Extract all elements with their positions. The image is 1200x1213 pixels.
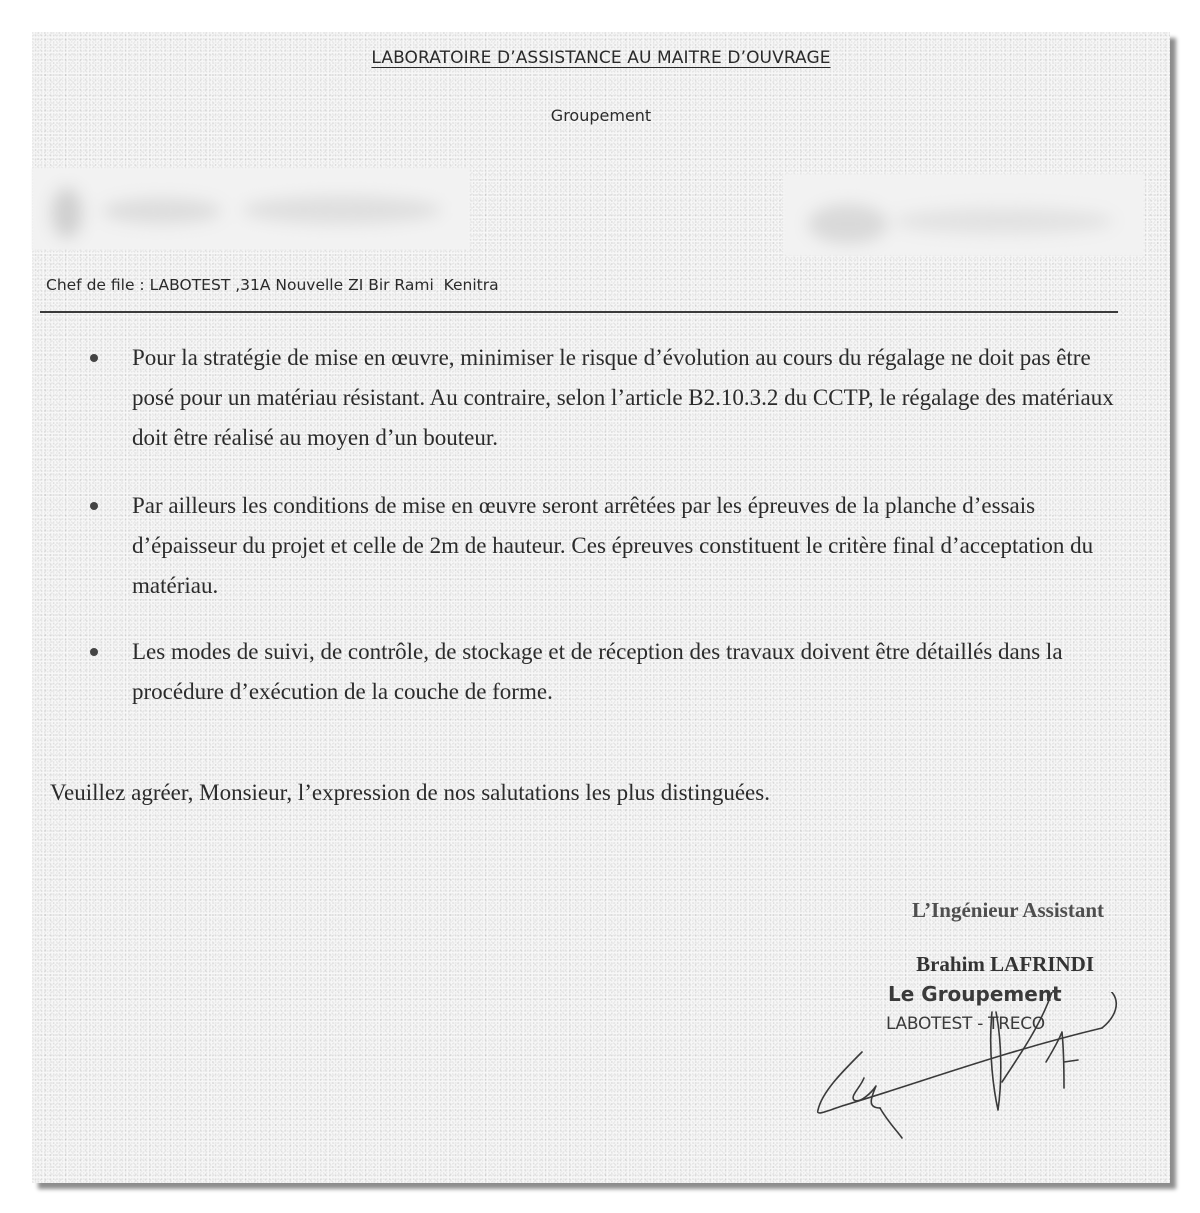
header-divider: [40, 311, 1118, 313]
bullet-item: [90, 486, 1120, 606]
stamp-line-1: Le Groupement: [888, 982, 1062, 1006]
chef-de-file-label: Chef de file :: [46, 276, 150, 294]
bullet-text: Pour la stratégie de mise en œuvre, minimiser le risque d’évolution au cours du régalage ne doit pas être posé pour un matériau résistant. Au contraire, selon l’article B2.10.3.2 du CCTP, le régalage des matériaux doit être réalisé au moyen d’un bouteur.: [132, 345, 1114, 450]
chef-de-file-value: LABOTEST ,31A Nouvelle ZI Bir Rami Kenitra: [149, 276, 499, 294]
signatory-role: L’Ingénieur Assistant: [912, 898, 1104, 922]
signatory-name: Brahim LAFRINDI: [916, 952, 1094, 976]
chef-de-file-line: [46, 276, 499, 294]
bullet-text: Par ailleurs les conditions de mise en œuvre seront arrêtées par les épreuves de la planche d’essais d’épaisseur du projet et celle de 2m de hauteur. Ces épreuves constituent le critère final d’acceptation du matériau.: [132, 493, 1094, 598]
document-title: [32, 48, 1170, 68]
bullet-icon: [90, 648, 98, 656]
redacted-left-logo: [32, 168, 470, 250]
stamp-line-2: LABOTEST - TRECO: [886, 1014, 1045, 1034]
redacted-right-logo: [784, 174, 1144, 256]
title-text: LABORATOIRE D’ASSISTANCE AU MAITRE D’OUVRAGE: [371, 48, 831, 68]
bullet-list: [90, 338, 1120, 740]
bullet-item: [90, 338, 1120, 458]
closing-salutation: Veuillez agréer, Monsieur, l’expression de nos salutations les plus distinguées.: [50, 780, 770, 805]
bullet-item: [90, 632, 1120, 712]
document-subtitle: Groupement: [550, 106, 652, 125]
bullet-icon: [90, 502, 98, 510]
handwritten-signature-icon: [802, 992, 1122, 1162]
document-page: [32, 32, 1170, 1183]
bullet-icon: [90, 354, 98, 362]
bullet-text: Les modes de suivi, de contrôle, de stockage et de réception des travaux doivent être détaillés dans la procédure d’exécution de la couche de forme.: [132, 639, 1063, 704]
